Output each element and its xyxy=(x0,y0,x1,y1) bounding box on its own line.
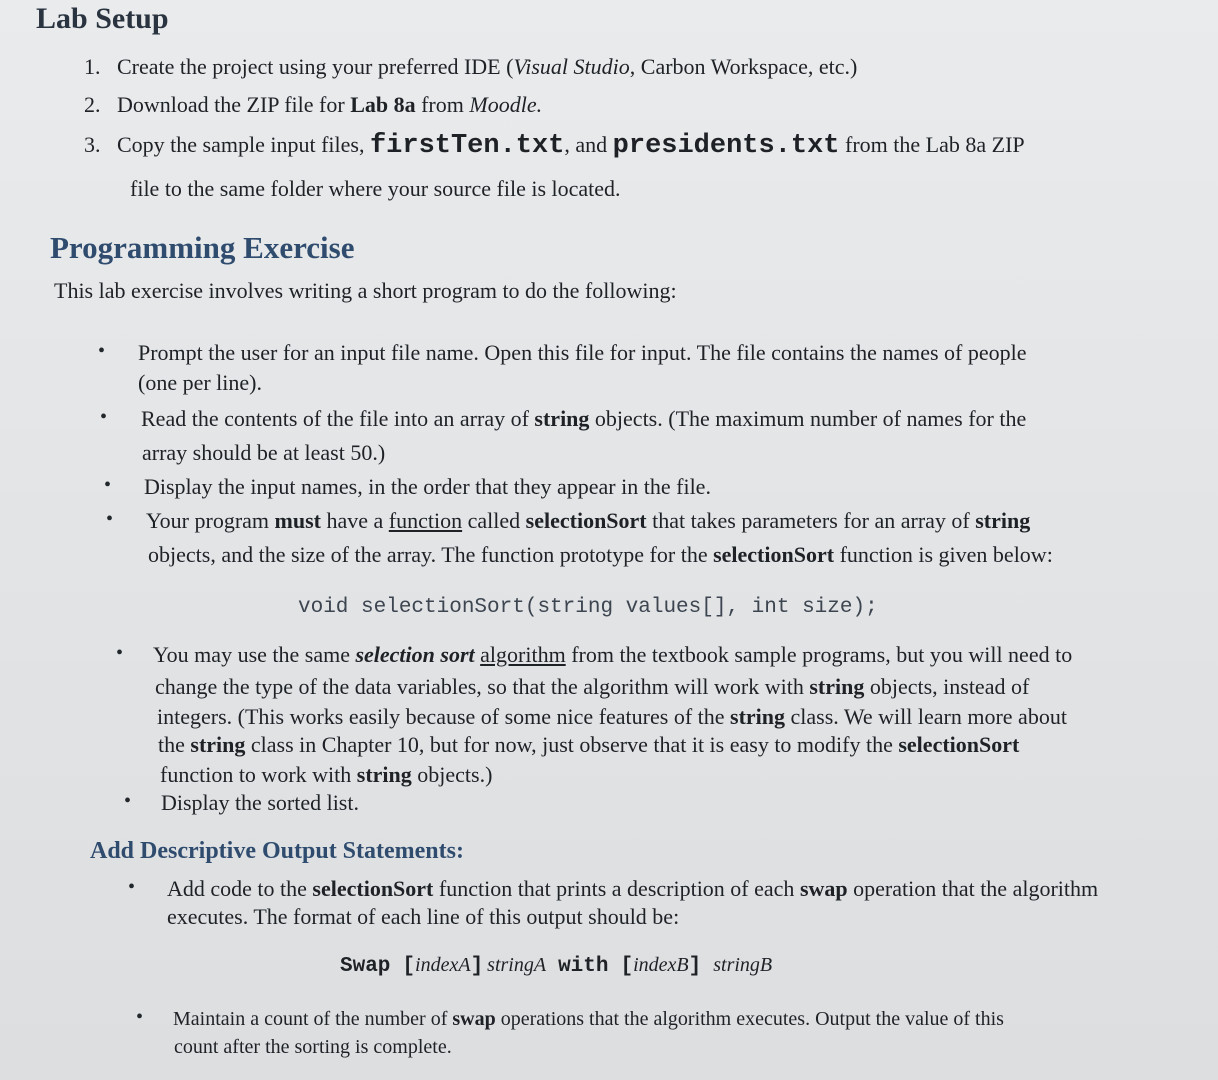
bullet-5-line-4 xyxy=(158,730,1019,760)
text: objects, instead of xyxy=(864,674,1030,699)
step-2 xyxy=(84,90,542,120)
format-bracket: [ xyxy=(620,955,634,978)
heading-descriptive-output: Add Descriptive Output Statements: xyxy=(90,838,464,864)
format-bracket: ] xyxy=(688,955,702,978)
underlined-algorithm: algorithm xyxy=(480,642,566,667)
text: Your program xyxy=(146,508,275,533)
exercise-intro: This lab exercise involves writing a short program to do the following: xyxy=(54,278,677,303)
step-3-continuation: file to the same folder where your source file is located. xyxy=(130,176,621,201)
format-with: with xyxy=(558,955,609,978)
step-text: from the Lab 8a ZIP xyxy=(839,132,1025,157)
step-number: 1. xyxy=(84,54,101,79)
format-bracket: ] xyxy=(470,955,484,978)
step-text: , Carbon Workspace, etc.) xyxy=(629,54,858,79)
step-italic: Visual Studio xyxy=(513,54,630,79)
filename-presidents: presidents.txt xyxy=(612,131,840,161)
bold-string: string xyxy=(975,508,1031,533)
bold-swap: swap xyxy=(452,1008,496,1030)
bullet-1-line-2: (one per line). xyxy=(138,370,262,395)
text: integers. (This works easily because of some nice features of the xyxy=(157,704,731,729)
step-number: 3. xyxy=(84,132,101,157)
bullet-5-line-2 xyxy=(155,672,1029,702)
bold-italic-selection-sort: selection sort xyxy=(355,642,475,667)
bullet-5-line-1 xyxy=(153,640,1072,670)
filename-first-ten: firstTen.txt xyxy=(369,131,565,161)
bullet-dot: • xyxy=(106,508,114,530)
text: that takes parameters for an array of xyxy=(646,508,976,533)
step-text: Copy the sample input files, xyxy=(117,132,370,157)
bold-string: string xyxy=(356,762,412,787)
format-string-b: stringB xyxy=(713,954,773,976)
descriptive-bullet-1-line-1 xyxy=(167,874,1098,904)
step-text: Download the ZIP file for xyxy=(117,92,351,117)
bold-string: string xyxy=(809,674,865,699)
bullet-5-line-3 xyxy=(157,702,1067,732)
text: from the textbook sample programs, but you will need to xyxy=(565,642,1073,667)
format-string-a: stringA xyxy=(487,954,547,976)
bullet-2-line-1 xyxy=(141,404,1026,434)
text: have a xyxy=(321,508,389,533)
text: operations that the algorithm executes. Output the value of this xyxy=(495,1008,1004,1030)
text: Maintain a count of the number of xyxy=(173,1008,453,1030)
format-swap: Swap xyxy=(340,955,391,978)
descriptive-bullet-2-line-1 xyxy=(173,1004,1004,1034)
bullet-dot: • xyxy=(128,876,136,898)
bold-swap: swap xyxy=(799,876,848,901)
function-prototype: void selectionSort(string values[], int size); xyxy=(298,596,878,619)
bullet-dot: • xyxy=(98,340,106,362)
bullet-dot: • xyxy=(104,474,112,496)
bullet-3: Display the input names, in the order that they appear in the file. xyxy=(144,474,711,499)
text: operation that the algorithm xyxy=(847,876,1099,901)
text: Add code to the xyxy=(167,876,313,901)
bold-string: string xyxy=(190,732,246,757)
bold-selection-sort: selectionSort xyxy=(525,508,647,533)
bullet-5-line-5 xyxy=(160,760,492,790)
bullet-dot: • xyxy=(100,406,108,428)
bold-must: must xyxy=(274,508,321,533)
format-bracket: [ xyxy=(402,955,416,978)
text: function to work with xyxy=(160,762,357,787)
bold-selection-sort: selectionSort xyxy=(713,542,835,567)
bullet-4-line-2 xyxy=(148,540,1053,570)
bold-string: string xyxy=(534,406,590,431)
bullet-1-line-1: Prompt the user for an input file name. Open this file for input. The file contains the names of people xyxy=(138,340,1027,365)
text: objects. (The maximum number of names for the xyxy=(589,406,1027,431)
bullet-dot: • xyxy=(124,790,132,812)
step-3 xyxy=(84,130,1025,161)
text: function that prints a description of each xyxy=(433,876,800,901)
heading-programming-exercise: Programming Exercise xyxy=(50,230,355,265)
heading-lab-setup: Lab Setup xyxy=(36,2,169,35)
text: class in Chapter 10, but for now, just observe that it is easy to modify the xyxy=(245,732,899,757)
swap-format-line xyxy=(340,954,772,978)
step-text: , and xyxy=(564,132,613,157)
text: objects, and the size of the array. The function prototype for the xyxy=(148,542,714,567)
text: You may use the same xyxy=(153,642,356,667)
format-index-b: indexB xyxy=(633,954,689,976)
bullet-dot: • xyxy=(116,642,124,664)
text: class. We will learn more about xyxy=(785,704,1067,729)
text: objects.) xyxy=(411,762,493,787)
step-italic: Moodle. xyxy=(469,92,543,117)
text: function is given below: xyxy=(834,542,1053,567)
descriptive-bullet-2-line-2: count after the sorting is complete. xyxy=(174,1036,452,1058)
step-text: from xyxy=(415,92,470,117)
descriptive-bullet-1-line-2: executes. The format of each line of this output should be: xyxy=(167,904,680,929)
bullet-4-line-1 xyxy=(146,506,1030,536)
underlined-function: function xyxy=(388,508,463,533)
bold-selection-sort: selectionSort xyxy=(312,876,434,901)
step-number: 2. xyxy=(84,92,101,117)
text: Read the contents of the file into an array of xyxy=(141,406,535,431)
step-text: Create the project using your preferred IDE ( xyxy=(117,54,514,79)
bullet-6: Display the sorted list. xyxy=(161,790,359,815)
format-index-a: indexA xyxy=(415,954,471,976)
text: change the type of the data variables, so that the algorithm will work with xyxy=(155,674,810,699)
bullet-2-line-2: array should be at least 50.) xyxy=(142,440,386,465)
bullet-dot: • xyxy=(136,1006,144,1028)
bold-selection-sort: selectionSort xyxy=(898,732,1020,757)
text: called xyxy=(462,508,526,533)
step-1 xyxy=(84,52,857,82)
step-bold: Lab 8a xyxy=(350,92,416,117)
bold-string: string xyxy=(730,704,786,729)
text: the xyxy=(158,732,191,757)
